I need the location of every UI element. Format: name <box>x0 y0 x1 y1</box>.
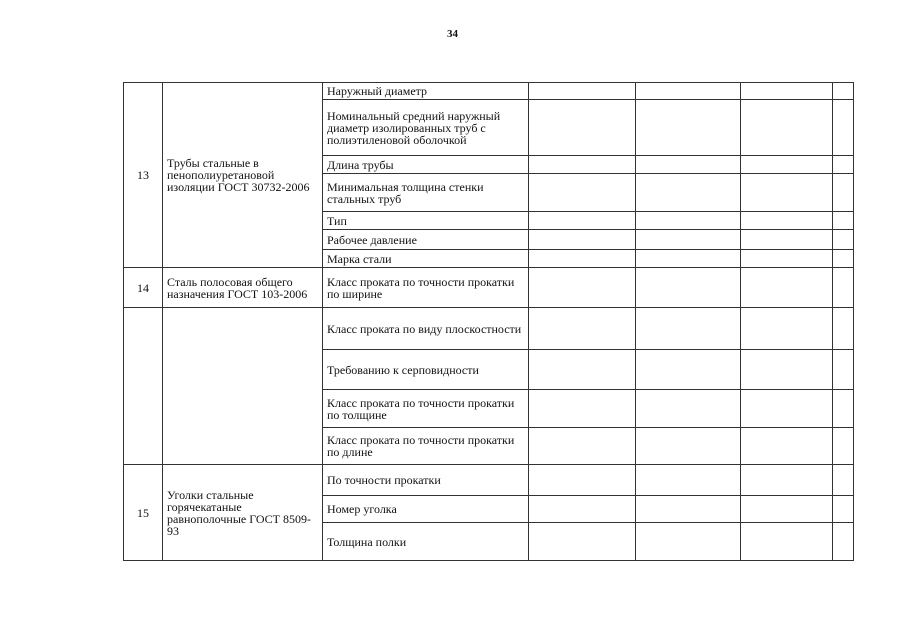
parameter-cell: Минимальная толщина стенки стальных труб <box>323 174 529 212</box>
parameter-cell: Номер уголка <box>323 496 529 523</box>
value-cell <box>529 212 636 230</box>
parameter-cell: Требованию к серповидности <box>323 350 529 390</box>
value-cell <box>741 308 833 350</box>
value-cell <box>833 230 854 250</box>
table-row <box>124 465 854 496</box>
value-cell <box>529 250 636 268</box>
value-cell <box>529 268 636 308</box>
value-cell <box>833 350 854 390</box>
value-cell <box>741 268 833 308</box>
page-number: 34 <box>447 28 458 40</box>
value-cell <box>741 523 833 561</box>
value-cell <box>636 156 741 174</box>
value-cell <box>741 230 833 250</box>
value-cell <box>529 390 636 428</box>
value-cell <box>741 390 833 428</box>
value-cell <box>636 83 741 100</box>
value-cell <box>741 465 833 496</box>
value-cell <box>636 428 741 465</box>
parameter-cell: Класс проката по точности прокатки по толщине <box>323 390 529 428</box>
value-cell <box>636 230 741 250</box>
parameter-cell: Рабочее давление <box>323 230 529 250</box>
value-cell <box>529 100 636 156</box>
value-cell <box>636 523 741 561</box>
value-cell <box>833 156 854 174</box>
value-cell <box>529 496 636 523</box>
value-cell <box>636 465 741 496</box>
value-cell <box>636 174 741 212</box>
value-cell <box>636 390 741 428</box>
value-cell <box>833 523 854 561</box>
parameter-cell: Длина трубы <box>323 156 529 174</box>
value-cell <box>741 428 833 465</box>
value-cell <box>529 428 636 465</box>
value-cell <box>636 100 741 156</box>
product-name: Сталь полосовая общего назначения ГОСТ 103-2006 <box>163 268 323 308</box>
table-row <box>124 83 854 100</box>
value-cell <box>833 83 854 100</box>
parameter-cell: Класс проката по точности прокатки по длине <box>323 428 529 465</box>
value-cell <box>741 83 833 100</box>
value-cell <box>833 465 854 496</box>
value-cell <box>741 174 833 212</box>
value-cell <box>636 212 741 230</box>
parameter-cell: Толщина полки <box>323 523 529 561</box>
table-row <box>124 268 854 308</box>
value-cell <box>833 212 854 230</box>
value-cell <box>529 83 636 100</box>
value-cell <box>833 428 854 465</box>
table-row <box>124 308 854 350</box>
value-cell <box>529 156 636 174</box>
product-name: Трубы стальные в пенополиуретановой изоляции ГОСТ 30732-2006 <box>163 83 323 268</box>
value-cell <box>741 212 833 230</box>
parameter-cell: Наружный диаметр <box>323 83 529 100</box>
product-name: Уголки стальные горячекатаные равнополочные ГОСТ 8509-93 <box>163 465 323 561</box>
value-cell <box>529 174 636 212</box>
value-cell <box>636 350 741 390</box>
parameter-cell: Класс проката по точности прокатки по ширине <box>323 268 529 308</box>
value-cell <box>636 496 741 523</box>
value-cell <box>741 350 833 390</box>
value-cell <box>833 496 854 523</box>
value-cell <box>741 156 833 174</box>
value-cell <box>833 174 854 212</box>
parameter-cell: Марка стали <box>323 250 529 268</box>
parameter-cell: Класс проката по виду плоскостности <box>323 308 529 350</box>
value-cell <box>636 250 741 268</box>
row-number <box>124 308 163 465</box>
row-number: 15 <box>124 465 163 561</box>
value-cell <box>833 390 854 428</box>
value-cell <box>529 523 636 561</box>
value-cell <box>529 465 636 496</box>
row-number: 13 <box>124 83 163 268</box>
value-cell <box>636 268 741 308</box>
spec-table <box>123 82 854 561</box>
parameter-cell: Тип <box>323 212 529 230</box>
value-cell <box>833 308 854 350</box>
value-cell <box>529 230 636 250</box>
value-cell <box>833 268 854 308</box>
value-cell <box>833 250 854 268</box>
product-name <box>163 308 323 465</box>
value-cell <box>529 308 636 350</box>
value-cell <box>529 350 636 390</box>
value-cell <box>741 250 833 268</box>
value-cell <box>636 308 741 350</box>
value-cell <box>741 100 833 156</box>
row-number: 14 <box>124 268 163 308</box>
value-cell <box>833 100 854 156</box>
parameter-cell: По точности прокатки <box>323 465 529 496</box>
value-cell <box>741 496 833 523</box>
parameter-cell: Номинальный средний наружный диаметр изолированных труб с полиэтиленовой оболочкой <box>323 100 529 156</box>
